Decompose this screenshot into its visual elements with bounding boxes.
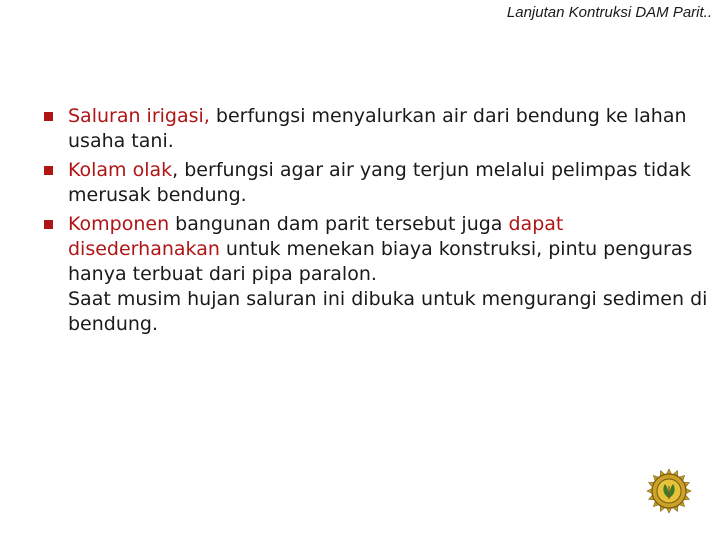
bullet-highlight: Saluran irigasi, xyxy=(68,105,210,127)
bullet-item-saluran-irigasi xyxy=(44,104,712,154)
bullet-item-kolam-olak xyxy=(44,158,712,208)
square-bullet-icon xyxy=(44,166,53,175)
bullet-text-secondary: untuk menekan biaya konstruksi, pintu penguras hanya terbuat dari pipa paralon. xyxy=(68,238,693,285)
bullet-highlight-secondary: dapat disederhanakan xyxy=(68,213,564,260)
bullet-highlight: Kolam olak xyxy=(68,159,173,181)
bullet-item-komponen xyxy=(44,212,712,337)
square-bullet-icon xyxy=(44,220,53,229)
bullet-text: berfungsi menyalurkan air dari bendung ke lahan usaha tani. xyxy=(68,105,687,152)
slide-title: Lanjutan Kontruksi DAM Parit.. xyxy=(506,4,712,21)
bullet-highlight: Komponen xyxy=(68,213,170,235)
university-seal-icon xyxy=(646,468,692,514)
square-bullet-icon xyxy=(44,112,53,121)
bullet-continuation: Saat musim hujan saluran ini dibuka untuk mengurangi sedimen di bendung. xyxy=(68,288,708,335)
bullet-text: , berfungsi agar air yang terjun melalui pelimpas tidak merusak bendung. xyxy=(68,159,691,206)
bullet-list xyxy=(44,104,712,341)
bullet-text: bangunan dam parit tersebut juga xyxy=(169,213,509,235)
